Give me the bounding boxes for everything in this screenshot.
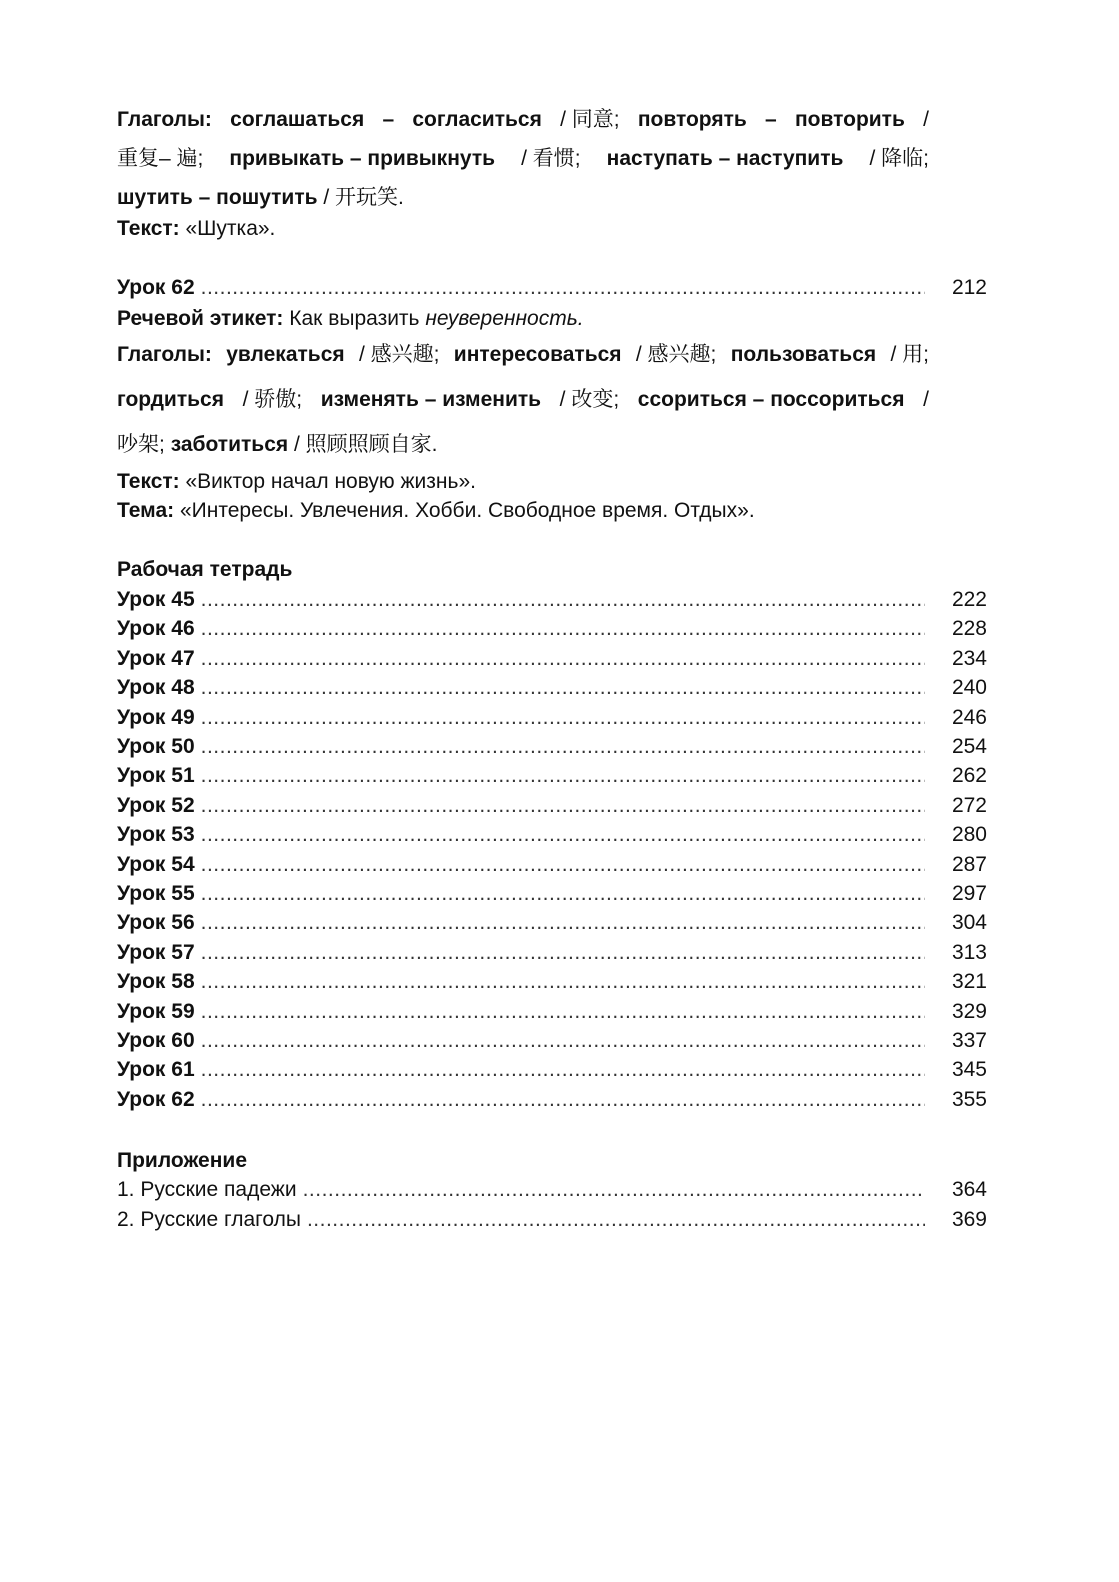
- leader-dots: [201, 909, 925, 937]
- leader-dots: [201, 939, 925, 967]
- toc-entry-page: 262: [951, 764, 987, 788]
- toc-entry-page: 234: [951, 646, 987, 670]
- slash: /: [923, 388, 929, 411]
- etiquette-line: [117, 305, 584, 333]
- verb-pair: ссориться – поссориться: [637, 388, 905, 411]
- leader-dots: [201, 1056, 925, 1084]
- toc-entry[interactable]: [117, 704, 987, 732]
- text-label: Текст:: [117, 217, 180, 240]
- verb: гордиться: [117, 388, 224, 411]
- toc-entry-page: 280: [951, 823, 987, 847]
- theme-line: [117, 497, 755, 525]
- translation: / 改变;: [559, 388, 620, 411]
- verbs-line-5: [117, 386, 929, 414]
- workbook-heading: Рабочая тетрадь: [117, 558, 293, 581]
- verbs-label: Глаголы:: [117, 108, 212, 131]
- translation: 重复– 遍;: [117, 147, 204, 170]
- etiquette-label: Речевой этикет:: [117, 307, 284, 330]
- translation: 吵架;: [117, 433, 165, 456]
- verbs-line-2: [117, 145, 929, 173]
- slash: /: [923, 108, 929, 131]
- toc-entry[interactable]: [117, 762, 987, 790]
- toc-entry-page: 246: [951, 705, 987, 729]
- toc-entry-label: Урок 53: [117, 823, 195, 847]
- appendix-heading: Приложение: [117, 1149, 248, 1172]
- toc-entry-page: 355: [951, 1087, 987, 1111]
- toc-entry-label: Урок 55: [117, 882, 195, 905]
- toc-entry-label: Урок 47: [117, 646, 195, 670]
- toc-entry-page: 369: [951, 1208, 987, 1231]
- toc-entry-page: 297: [951, 882, 987, 905]
- toc-entry[interactable]: [117, 1176, 987, 1204]
- translation: / 开玩笑.: [323, 186, 404, 209]
- verbs-line-4: [117, 341, 929, 369]
- toc-entry[interactable]: [117, 880, 987, 908]
- text-value: «Виктор начал новую жизнь».: [185, 470, 476, 493]
- verbs-line-3: [117, 184, 404, 212]
- leader-dots: [201, 792, 925, 820]
- toc-entry-page: 287: [951, 852, 987, 876]
- verb: заботиться: [170, 433, 289, 456]
- etiquette-italic: неуверенность.: [425, 307, 584, 330]
- toc-entry[interactable]: [117, 1086, 987, 1114]
- toc-entry-label: Урок 58: [117, 970, 195, 994]
- translation: / 降临;: [869, 147, 929, 170]
- toc-entry[interactable]: [117, 939, 987, 967]
- toc-entry-page: 321: [951, 970, 987, 994]
- translation: / 感兴趣;: [635, 343, 717, 366]
- leader-dots: [201, 1027, 925, 1055]
- toc-entry[interactable]: [117, 645, 987, 673]
- leader-dots: [201, 821, 925, 849]
- toc-entry-page: 337: [951, 1029, 987, 1052]
- translation: / 看惯;: [521, 147, 581, 170]
- verb: согласиться: [412, 108, 542, 131]
- leader-dots: [201, 998, 925, 1026]
- toc-entry-label: Урок 62: [117, 1087, 195, 1111]
- toc-entry-page: 240: [951, 676, 987, 700]
- theme-label: Тема:: [117, 499, 175, 522]
- toc-entry-label: 2. Русские глаголы: [117, 1208, 301, 1231]
- toc-entry-label: Урок 52: [117, 793, 195, 817]
- toc-entry-page: 304: [951, 911, 987, 935]
- translation: / 同意;: [560, 108, 620, 131]
- verb-pair: шутить – пошутить: [117, 186, 318, 209]
- toc-entry[interactable]: [117, 821, 987, 849]
- leader-dots: [303, 1176, 925, 1204]
- toc-entry-label: Урок 61: [117, 1058, 195, 1082]
- verb: повторить: [794, 108, 905, 131]
- toc-entry-page: 272: [951, 793, 987, 817]
- translation: / 用;: [890, 343, 929, 366]
- toc-entry-page: 212: [951, 276, 987, 299]
- leader-dots: [201, 1086, 925, 1114]
- toc-entry-label: Урок 46: [117, 617, 195, 641]
- leader-dots: [201, 674, 925, 702]
- leader-dots: [201, 880, 925, 908]
- toc-entry[interactable]: [117, 615, 987, 643]
- translation: / 感兴趣;: [358, 343, 440, 366]
- toc-entry-label: Урок 56: [117, 911, 195, 935]
- toc-entry-page: 222: [951, 588, 987, 611]
- translation: / 骄傲;: [242, 388, 303, 411]
- toc-entry[interactable]: [117, 733, 987, 761]
- toc-entry[interactable]: [117, 998, 987, 1026]
- toc-entry-label: Урок 51: [117, 764, 195, 788]
- leader-dots: [201, 615, 925, 643]
- toc-entry-page: 228: [951, 617, 987, 641]
- toc-entry-label: Урок 48: [117, 676, 195, 700]
- toc-entry-page: 313: [951, 940, 987, 964]
- verb: увлекаться: [226, 343, 345, 366]
- leader-dots: [201, 851, 925, 879]
- verbs-line-6: [117, 431, 438, 459]
- toc-entry[interactable]: [117, 674, 987, 702]
- dash: –: [765, 108, 777, 131]
- toc-entry-label: Урок 59: [117, 999, 195, 1023]
- toc-entry[interactable]: [117, 909, 987, 937]
- leader-dots: [201, 704, 925, 732]
- verb-pair: изменять – изменить: [320, 388, 542, 411]
- verbs-label: Глаголы:: [117, 343, 212, 366]
- etiquette-text: Как выразить: [289, 307, 420, 330]
- toc-entry[interactable]: [117, 1056, 987, 1084]
- toc-entry[interactable]: [117, 586, 987, 614]
- toc-entry[interactable]: [117, 1206, 987, 1234]
- toc-entry-label: Урок 62: [117, 276, 195, 299]
- leader-dots: [201, 586, 925, 614]
- dash: –: [382, 108, 395, 131]
- text-line: [117, 215, 275, 243]
- verb: интересоваться: [453, 343, 622, 366]
- toc-entry-label: Урок 54: [117, 852, 195, 876]
- verb: повторять: [637, 108, 747, 131]
- verb-pair: наступать – наступить: [606, 147, 844, 170]
- toc-entry-label: Урок 57: [117, 940, 195, 964]
- toc-entry-lesson-62[interactable]: [117, 274, 987, 302]
- toc-entry-label: Урок 60: [117, 1029, 195, 1052]
- toc-entry-label: Урок 45: [117, 588, 195, 611]
- verbs-line-1: [117, 106, 929, 134]
- text-value: «Шутка».: [185, 217, 276, 240]
- toc-entry[interactable]: [117, 851, 987, 879]
- text-line: [117, 468, 476, 496]
- toc-entry[interactable]: [117, 968, 987, 996]
- text-label: Текст:: [117, 470, 180, 493]
- toc-entry-label: 1. Русские падежи: [117, 1178, 297, 1201]
- leader-dots: [307, 1206, 925, 1234]
- verb: соглашаться: [230, 108, 365, 131]
- leader-dots: [201, 733, 925, 761]
- leader-dots: [201, 645, 925, 673]
- toc-entry-page: 329: [951, 999, 987, 1023]
- leader-dots: [201, 968, 925, 996]
- toc-entry-label: Урок 50: [117, 735, 195, 758]
- toc-entry[interactable]: [117, 792, 987, 820]
- toc-entry-page: 345: [951, 1058, 987, 1082]
- leader-dots: [201, 274, 925, 302]
- verb-pair: привыкать – привыкнуть: [229, 147, 496, 170]
- verb: пользоваться: [730, 343, 877, 366]
- toc-entry-label: Урок 49: [117, 705, 195, 729]
- theme-value: «Интересы. Увлечения. Хобби. Свободное время. Отдых».: [179, 499, 755, 522]
- leader-dots: [201, 762, 925, 790]
- toc-entry-page: 364: [951, 1178, 987, 1201]
- toc-entry[interactable]: [117, 1027, 987, 1055]
- translation: / 照顾照顾自家.: [293, 433, 438, 456]
- toc-entry-page: 254: [951, 735, 987, 758]
